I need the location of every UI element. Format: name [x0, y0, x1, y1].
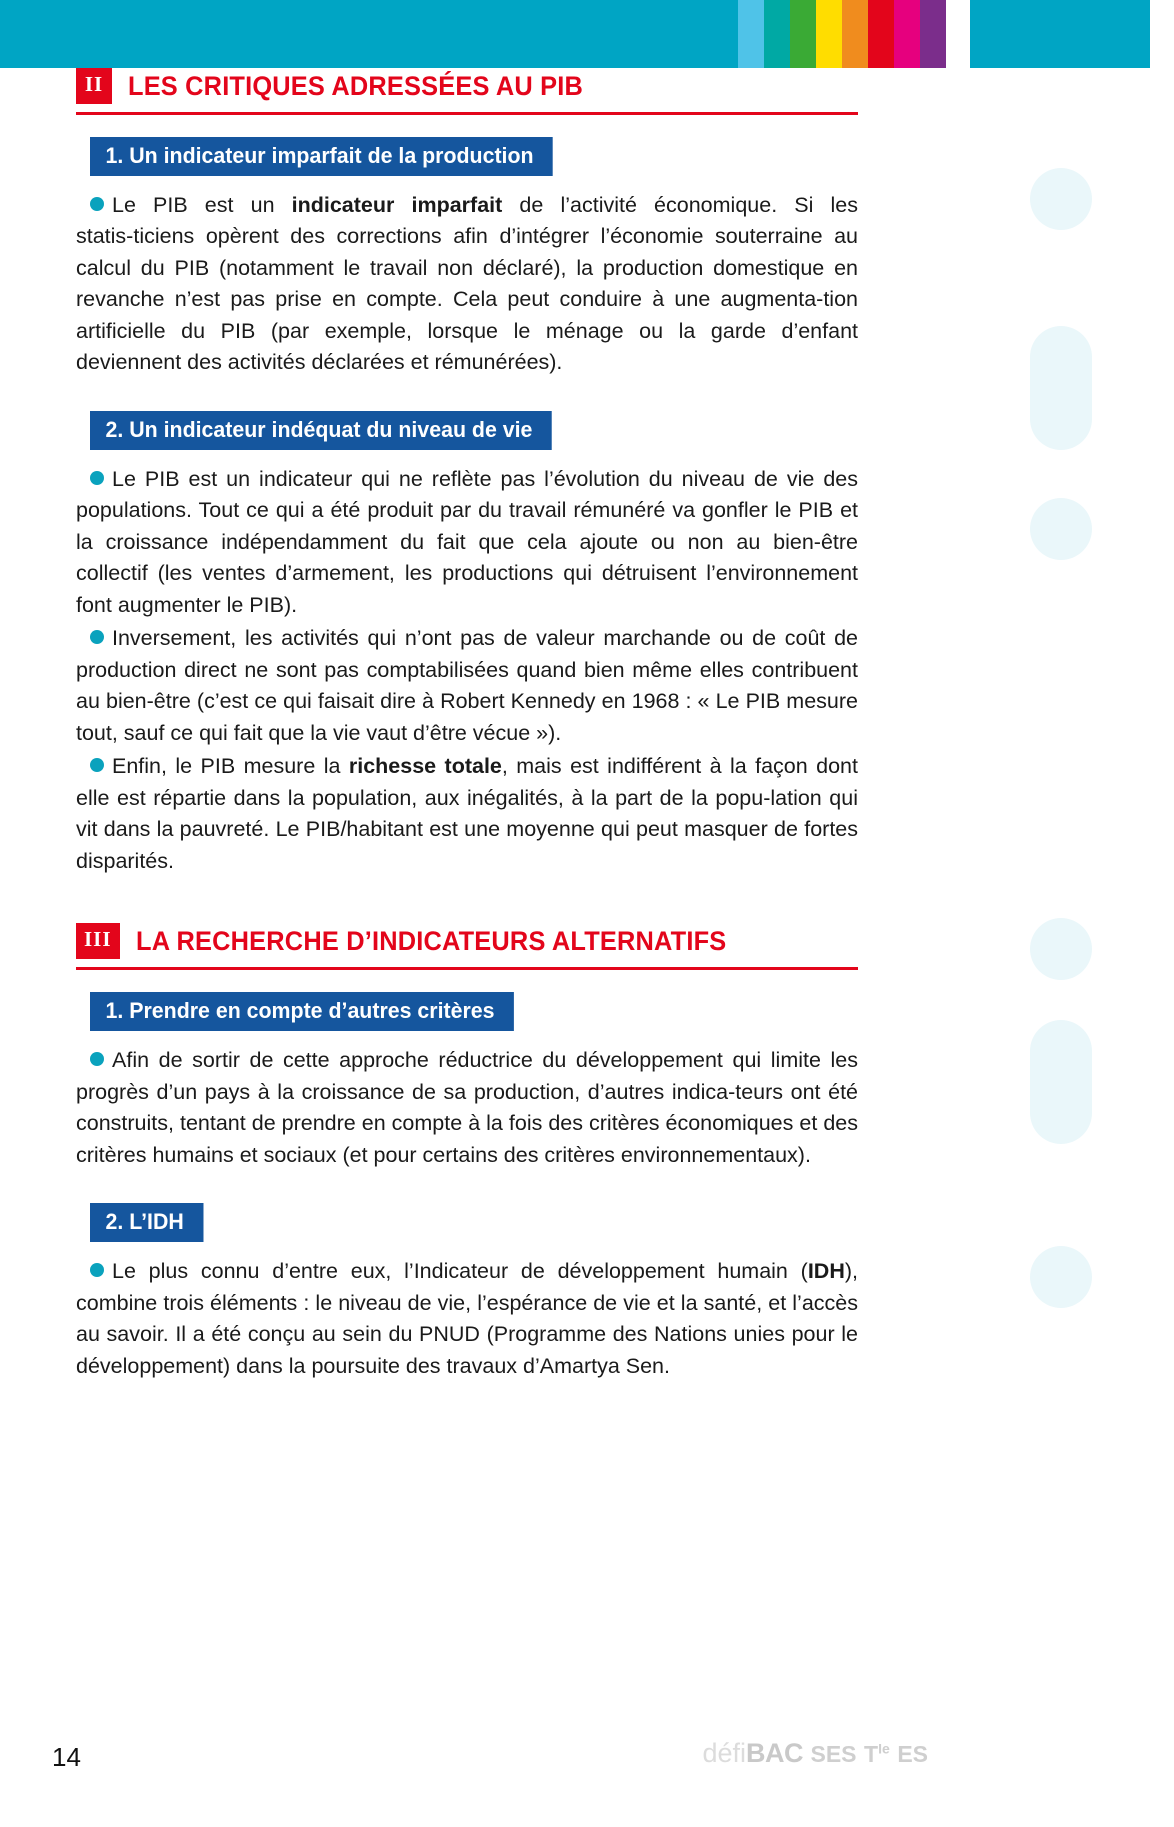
decorative-shape	[1030, 168, 1092, 230]
section-rule	[76, 112, 858, 115]
swatch-purple	[920, 0, 946, 68]
bullet-icon	[90, 197, 104, 211]
top-band-swatches	[738, 0, 970, 68]
paragraph-text: Inversement, les activités qui n’ont pas de valeur marchande ou de coût de production direct ne sont pas comptabilisées quand bien même elles contribuent au bien‑être (c’est ce qui faisait dire à Robert Kennedy en 1968 : « Le PIB mesure tout, sauf ce qui fait que la vie vaut d’être vécue »).	[76, 626, 858, 745]
paragraph-text: Afin de sortir de cette approche réductrice du développement qui limite les progrès d’un pays à la croissance de sa production, d’autres indica‑teurs ont été construits, tentant de prendre en compte à la fois des critères économiques et des critères humains et sociaux (et pour certains des critères environnementaux).	[76, 1048, 858, 1167]
section-heading	[76, 68, 858, 104]
decorative-shape	[1030, 1246, 1092, 1308]
brand-defi-text: défi	[702, 1738, 746, 1768]
swatch-red	[868, 0, 894, 68]
body-paragraph	[76, 1045, 858, 1171]
emphasis-text: richesse totale	[348, 754, 502, 779]
subsection-heading-bar: 1. Un indicateur imparfait de la production	[90, 137, 553, 176]
page-number: 14	[52, 1742, 81, 1772]
decorative-shape	[1030, 918, 1092, 980]
swatch-white	[946, 0, 970, 68]
section-numeral-badge: III	[76, 923, 120, 959]
swatch-pink	[894, 0, 920, 68]
paragraph-text: Le plus connu d’entre eux, l’Indicateur de développement humain (	[112, 1259, 808, 1284]
brand-subject-text: SES	[810, 1741, 857, 1767]
section-title: LES CRITIQUES ADRESSÉES AU PIB	[128, 70, 584, 101]
right-margin-rail	[1150, 0, 1174, 1827]
swatch-yellow	[816, 0, 842, 68]
emphasis-text: IDH	[807, 1259, 845, 1284]
subsection-heading-bar: 1. Prendre en compte d’autres critères	[90, 992, 514, 1031]
emphasis-text: indicateur imparfait	[291, 193, 503, 217]
subsection-heading-bar: 2. Un indicateur indéquat du niveau de vie	[90, 411, 552, 450]
swatch-teal	[764, 0, 790, 68]
decorative-shape	[1030, 498, 1092, 560]
subsection-spacer	[76, 381, 858, 411]
body-paragraph	[76, 623, 858, 749]
subsection-spacer	[76, 1173, 858, 1203]
paragraph-text: Le PIB est un	[112, 193, 292, 217]
paragraph-text: , mais est indifférent à la façon dont elle est répartie dans la population, aux inégalités, à la part de la popu‑lation qui vit dans la pauvreté. Le PIB/habitant est une moyenne qui peut masquer de fortes disparités.	[76, 754, 858, 873]
bullet-icon	[90, 1052, 104, 1066]
top-color-band	[0, 0, 1174, 68]
body-paragraph	[76, 1256, 858, 1382]
page-footer	[0, 1708, 1150, 1798]
section-spacer	[76, 879, 858, 923]
section-heading	[76, 923, 858, 959]
swatch-orange	[842, 0, 868, 68]
swatch-green	[790, 0, 816, 68]
decorative-shape	[1030, 326, 1092, 450]
bullet-icon	[90, 630, 104, 644]
paragraph-text: ), combine trois éléments : le niveau de vie, l’espérance de vie et la santé, et l’accès au savoir. Il a été conçu au sein du PNUD (Programme des Nations unies pour le développement) dans la poursuite des travaux d’Amartya Sen.	[76, 1259, 858, 1378]
brand-logo	[702, 1738, 928, 1769]
paragraph-text: de l’activité économique. Si les statis‑ticiens opèrent des corrections afin d’intégrer l’économie souterraine au calcul du PIB (notamment le travail non déclaré), la production domestique en revanche n’est pas prise en compte. Cela peut conduire à une augmenta‑tion artificielle du PIB (par exemple, lorsque le ménage ou la garde d’enfant deviennent des activités déclarées et rémunérées).	[76, 193, 858, 375]
brand-bac-text: BAC	[745, 1738, 803, 1768]
paragraph-text: Le PIB est un indicateur qui ne reflète pas l’évolution du niveau de vie des populations. Tout ce qui a été produit par du travail rémunéré va gonfler le PIB et la croissance indépendamment du fait que cela ajoute ou non au bien‑être collectif (les ventes d’armement, les productions qui détruisent l’environnement font augmenter le PIB).	[76, 466, 858, 617]
bullet-icon	[90, 471, 104, 485]
bullet-icon	[90, 758, 104, 772]
paragraph-text: Enfin, le PIB mesure la	[112, 754, 349, 779]
bullet-icon	[90, 1263, 104, 1277]
section-title: LA RECHERCHE D’INDICATEURS ALTERNATIFS	[135, 925, 726, 956]
section-rule	[76, 967, 858, 970]
body-paragraph	[76, 190, 858, 379]
section-numeral-badge: II	[76, 68, 112, 104]
page-canvas	[0, 68, 1150, 1827]
brand-level-text: $T^{Ie}$	[864, 1740, 890, 1767]
body-paragraph	[76, 464, 858, 621]
decorative-shape	[1030, 1020, 1092, 1144]
brand-track-text: ES	[897, 1741, 928, 1767]
body-paragraph	[76, 751, 858, 877]
document-content	[76, 68, 858, 1384]
swatch-cyan	[738, 0, 764, 68]
subsection-heading-bar: 2. L’IDH	[90, 1203, 203, 1242]
